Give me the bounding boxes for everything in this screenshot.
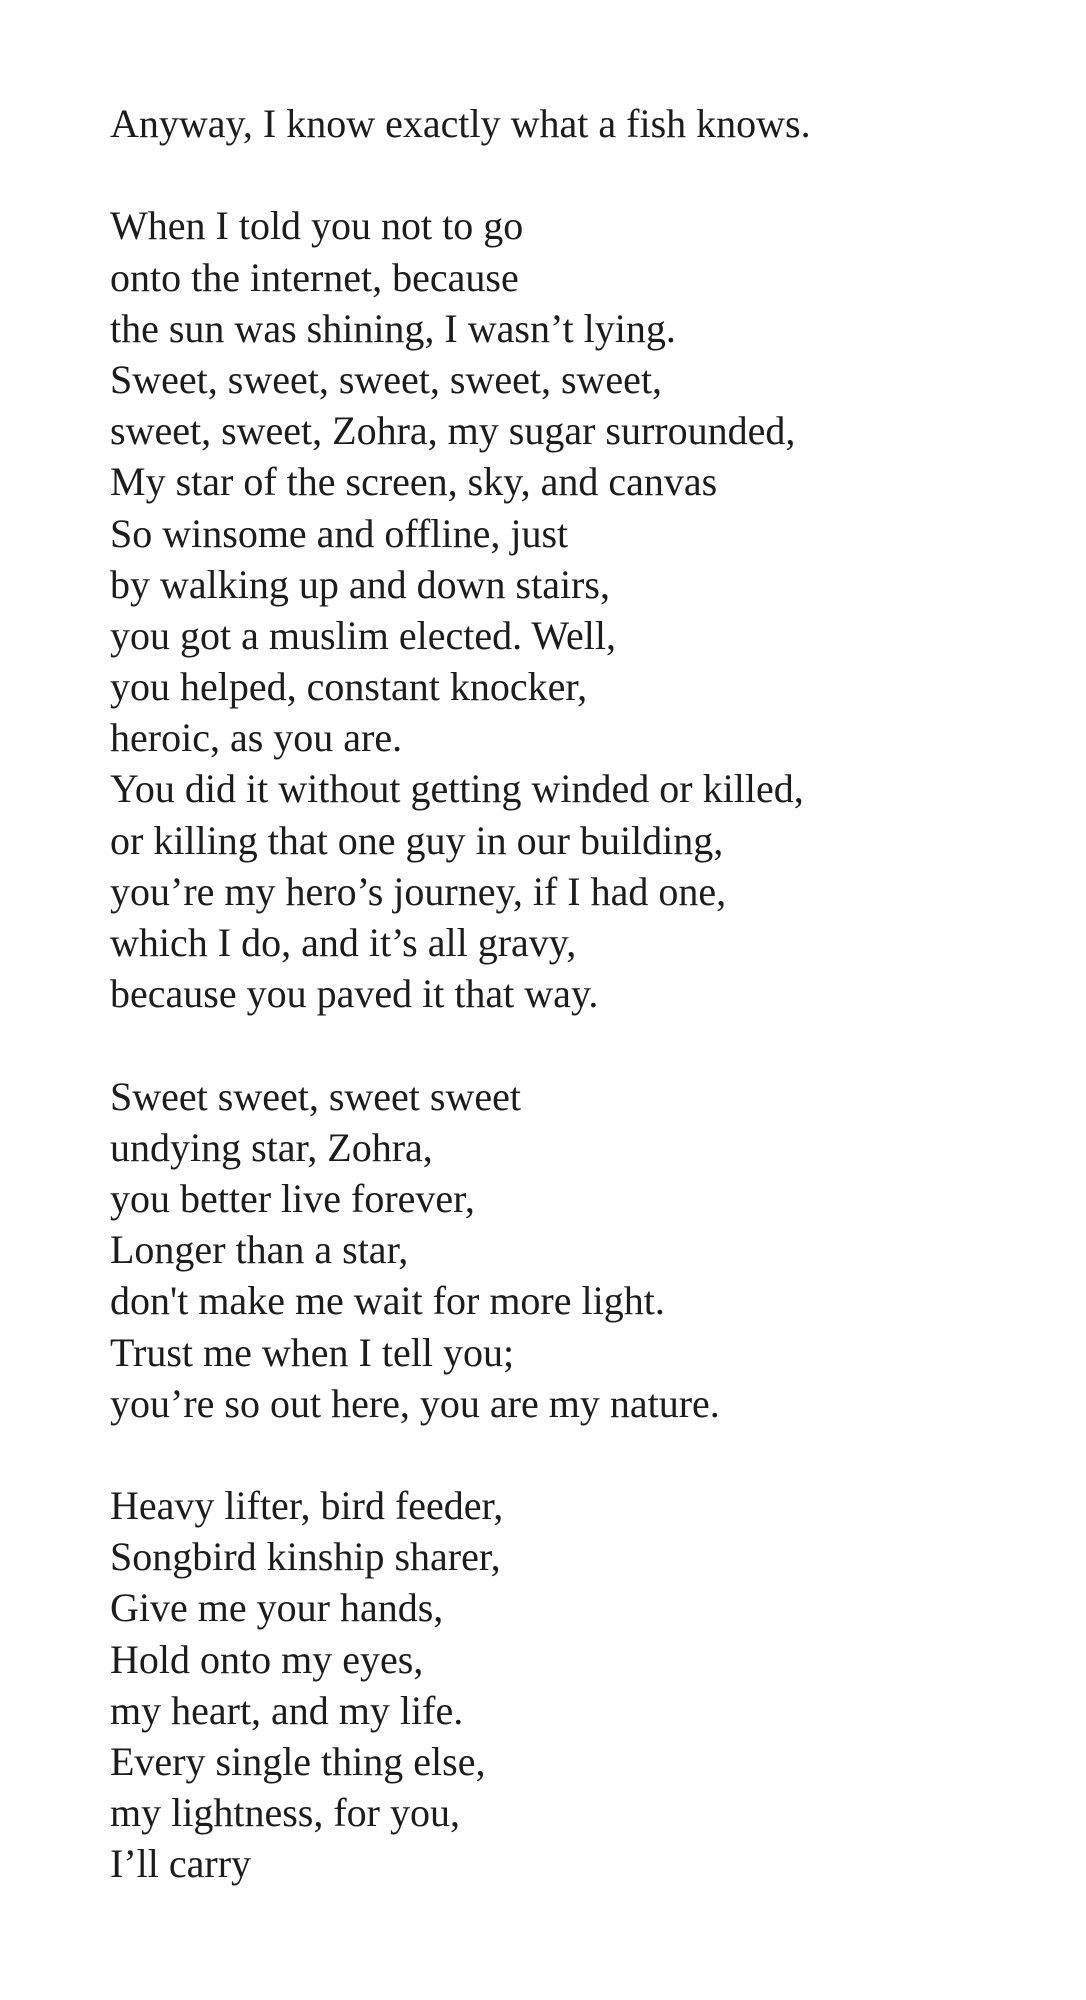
poem-line: My star of the screen, sky, and canvas: [110, 459, 718, 505]
poem-line: Longer than a star,: [110, 1227, 409, 1273]
poem-line: by walking up and down stairs,: [110, 561, 610, 607]
poem-line: Sweet, sweet, sweet, sweet, sweet,: [110, 356, 663, 402]
poem-line: don't make me wait for more light.: [110, 1278, 665, 1324]
poem-line: You did it without getting winded or killed,: [110, 766, 804, 812]
poem-line: Trust me when I tell you;: [110, 1329, 515, 1375]
poem-line: or killing that one guy in our building,: [110, 817, 724, 863]
poem-line: the sun was shining, I wasn’t lying.: [110, 305, 676, 351]
poem-line: heroic, as you are.: [110, 715, 403, 761]
poem-line: you’re my hero’s journey, if I had one,: [110, 868, 727, 914]
poem-line: onto the internet, because: [110, 254, 519, 300]
stanza: [110, 1071, 1050, 1429]
poem-line: which I do, and it’s all gravy,: [110, 920, 577, 965]
poem-text: [110, 98, 1050, 1890]
poem-line: you got a muslim elected. Well,: [110, 612, 616, 658]
poem-line: When I told you not to go: [110, 203, 524, 249]
poem-line: undying star, Zohra,: [110, 1124, 433, 1170]
poem-line: Give me your hands,: [110, 1585, 444, 1631]
poem-line: Every single thing else,: [110, 1739, 486, 1784]
poem-line: you helped, constant knocker,: [110, 664, 588, 710]
poem-line: Anyway, I know exactly what a fish knows.: [110, 101, 811, 146]
poem-line: my lightness, for you,: [110, 1790, 460, 1836]
poem-line: you’re so out here, you are my nature.: [110, 1380, 720, 1426]
stanza-break: [110, 1429, 1050, 1480]
poem-line: sweet, sweet, Zohra, my sugar surrounded,: [110, 408, 796, 454]
stanza: [110, 1480, 1050, 1890]
poem-line: you better live forever,: [110, 1175, 475, 1221]
poem-line: Sweet sweet, sweet sweet: [110, 1073, 521, 1119]
poem-line: Songbird kinship sharer,: [110, 1534, 501, 1580]
poem-line: I’ll carry: [110, 1841, 252, 1887]
poem-line: So winsome and offline, just: [110, 510, 569, 556]
stanza-break: [110, 1019, 1050, 1070]
stanza-break: [110, 149, 1050, 200]
stanza: [110, 200, 1050, 1019]
poem-line: Heavy lifter, bird feeder,: [110, 1483, 504, 1529]
poem-line: my heart, and my life.: [110, 1687, 464, 1733]
poem-line: because you paved it that way.: [110, 971, 599, 1017]
stanza: [110, 98, 1050, 149]
poem-line: Hold onto my eyes,: [110, 1636, 424, 1682]
